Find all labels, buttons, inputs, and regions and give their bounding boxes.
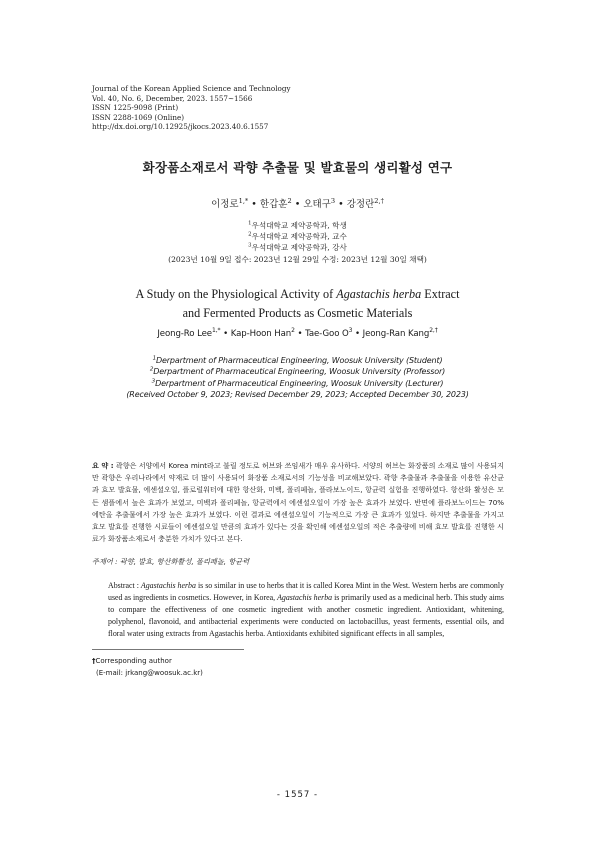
- journal-volume: Vol. 40, No. 6, December, 2023. 1557~1566: [92, 93, 253, 103]
- author-sup: 2: [291, 327, 295, 335]
- author-separator: •: [248, 199, 260, 210]
- title-line2: and Fermented Products as Cosmetic Materials: [182, 306, 413, 320]
- affiliation-line: [0, 355, 595, 366]
- author-separator: •: [220, 329, 231, 339]
- affil-text: 우석대학교 제약공학과, 학생: [251, 221, 347, 230]
- page-number: - 1557 -: [276, 790, 319, 800]
- english-abstract: [92, 580, 504, 640]
- dagger-mark: †: [92, 657, 96, 665]
- affil-sup: 1: [248, 220, 252, 227]
- author-name: Kap-Hoon Han: [230, 329, 292, 339]
- abstract-species: Agastachis herba: [140, 581, 196, 590]
- journal-doi[interactable]: http://dx.doi.org/10.12925/jkocs.2023.40.6.1557: [92, 122, 269, 132]
- title-part: A Study on the Physiological Activity of: [135, 287, 337, 301]
- affil-sup: 2: [149, 366, 154, 373]
- author-name: Tae-Goo O: [305, 329, 349, 339]
- journal-name: Journal of the Korean Applied Science and Technology: [92, 84, 291, 93]
- author-name: 이정로: [211, 199, 239, 210]
- korean-affiliations: [0, 220, 595, 265]
- journal-header: [92, 84, 291, 132]
- author-sup: 1,*: [212, 327, 221, 335]
- author-sup: 2,†: [374, 196, 384, 205]
- abstract-text: is primarily used as a medicinal herb. This study aims to compare the effectiveness of one cosmetic ingredient with another cosmetic ingredient. Antioxidant, whitening, polyphenol, flavonoid, and antibacterial experiments were conducted on lactobacillus, yeast ferments, essential oils, and floral water using extracts from Agastachis herba. Antioxidants exhibited significant effects in all samples,: [108, 593, 504, 639]
- affil-text: Derpartment of Pharmaceutical Engineering, Woosuk University (Student): [155, 356, 443, 365]
- author-sup: 3: [348, 327, 353, 335]
- author-name: Jeong-Ro Lee: [157, 329, 212, 339]
- korean-title: 화장품소재로서 곽향 추출물 및 발효물의 생리활성 연구: [142, 160, 453, 175]
- affiliation-line: [0, 231, 595, 242]
- author-name: 오태구: [303, 199, 331, 210]
- affil-sup: 3: [151, 378, 156, 385]
- author-sup: 2: [287, 196, 292, 205]
- author-email[interactable]: (E-mail: jrkang@woosuk.ac.kr): [96, 669, 203, 677]
- korean-authors: [0, 196, 595, 210]
- author-sup: 3: [330, 196, 336, 205]
- english-dates: (Received October 9, 2023; Revised December 29, 2023; Accepted December 30, 2023): [126, 390, 469, 400]
- corresponding-author: Corresponding author: [95, 657, 172, 665]
- author-sup: 2,†: [429, 327, 438, 335]
- affil-text: 우석대학교 제약공학과, 강사: [251, 243, 347, 253]
- affil-text: Derpartment of Pharmaceutical Engineering, Woosuk University (Lecturer): [155, 378, 444, 388]
- footnote-divider: [92, 649, 244, 650]
- english-authors: [0, 329, 595, 339]
- keywords: 주제어 : 곽향, 발효, 항산화활성, 폴리페놀, 항균력: [92, 557, 250, 566]
- author-separator: •: [291, 199, 304, 210]
- korean-abstract: [92, 460, 504, 545]
- journal-issn-print: ISSN 1225-9098 (Print): [92, 103, 179, 113]
- korean-dates: (2023년 10월 9일 접수: 2023년 12월 29일 수정: 2023년 12월 30일 채택): [168, 254, 427, 264]
- affil-sup: 3: [248, 242, 252, 249]
- affil-sup: 2: [248, 231, 252, 238]
- abstract-text: 곽향은 서양에서 Korea mint라고 불릴 정도로 허브와 쓰임새가 매우 유사하다. 서양의 허브는 화장품의 소재로 많이 사용되지만 곽향은 우리나라에서 약재로 더 많이 사용되어 화장품 소재로서의 기능성을 비교해보았다. 곽향 추출물과 추출물을 이용한 유산균과 효모 발효물, 에센셜오일, 플로럴워터에 대한 항산화, 미백, 폴리페놀, 플라보노이드, 항균력 실험을 진행하였다. 항산화 활성은 모든 샘플에서 높은 효과가 보였고, 미백과 폴리페놀, 항균력에서 에센셜오일이 가장 높은 효과가 보였다. 반면에 플라보노이드는 70% 에탄올 추출물에서 가장 높은 효과가 보였다. 이런 결과로 에센셜오일이 기능적으로 가장 큰 효과가 있었다. 하지만 추출물을 가지고 효모 발효를 진행한 시료들이 에센셜오일 만큼의 효과가 있다는 것을 확인해 에센셜오일의 적은 추출량에 비해 효모 발효를 진행한 시료가 화장품소재로서 충분한 가치가 있다고 본다.: [92, 461, 504, 544]
- author-separator: •: [335, 199, 347, 210]
- title-part: Extract: [421, 287, 460, 301]
- author-name: Jeong-Ran Kang: [362, 329, 430, 339]
- author-separator: •: [294, 329, 306, 339]
- affil-sup: 1: [152, 355, 156, 362]
- affiliation-line: [0, 366, 595, 377]
- abstract-species: Agastachis herba: [277, 593, 333, 603]
- affil-text: Derpartment of Pharmaceutical Engineering, Woosuk University (Professor): [153, 367, 446, 377]
- footnote: [92, 655, 203, 679]
- abstract-label: Abstract :: [108, 581, 139, 590]
- abstract-text: is so similar in use to herbs that it is called Korea Mint in the West. Western herbs are commonly used as ingredients in cosmetics. However, in Korea,: [108, 581, 504, 603]
- english-affiliations: [0, 355, 595, 401]
- author-separator: •: [352, 329, 363, 339]
- affiliation-line: [0, 242, 595, 253]
- title-species: Agastachis herba: [336, 287, 422, 301]
- english-title: [0, 285, 595, 323]
- affiliation-line: [0, 378, 595, 389]
- journal-issn-online: ISSN 2288-1069 (Online): [92, 112, 185, 122]
- affiliation-line: [0, 220, 595, 231]
- author-sup: 1,*: [238, 196, 249, 205]
- author-name: 한갑훈: [259, 199, 288, 210]
- author-name: 강정란: [346, 199, 375, 210]
- abstract-label: 요 약 :: [92, 461, 114, 470]
- affil-text: 우석대학교 제약공학과, 교수: [251, 232, 347, 242]
